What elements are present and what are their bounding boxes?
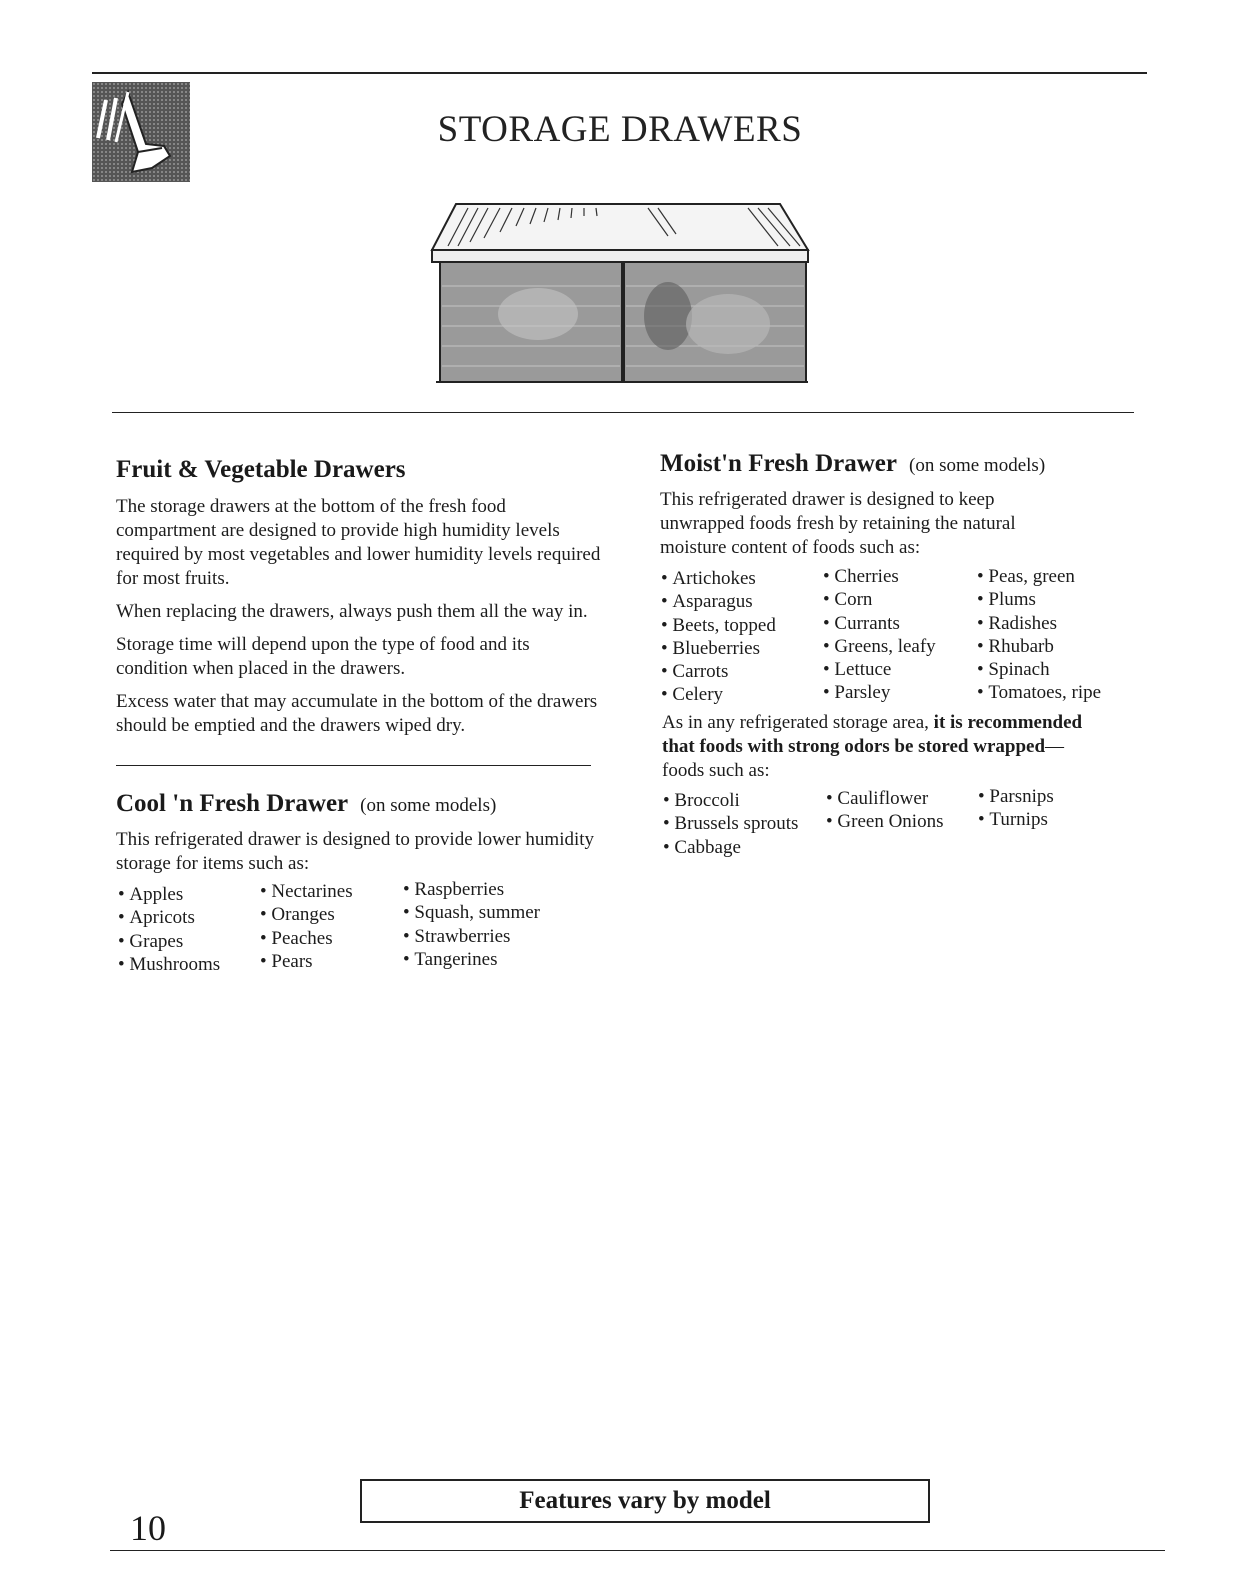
list-item: • Lettuce	[823, 658, 936, 681]
list-item: • Pears	[260, 950, 353, 973]
list-item: • Apples	[118, 883, 220, 906]
features-note-box: Features vary by model	[360, 1479, 930, 1523]
list-item: • Plums	[977, 588, 1101, 611]
page-title: STORAGE DRAWERS	[437, 109, 803, 150]
list-item: • Radishes	[977, 612, 1101, 635]
list-item: • Cherries	[823, 565, 936, 588]
odor-list-3	[978, 785, 1054, 832]
list-item: • Greens, leafy	[823, 635, 936, 658]
odor-list-1	[663, 789, 798, 859]
list-item: • Parsnips	[978, 785, 1054, 808]
list-item: • Peaches	[260, 927, 353, 950]
paragraph: The storage drawers at the bottom of the fresh food compartment are designed to provide high humidity levels required by most vegetables and lower humidity levels required for most fruits.	[116, 496, 601, 589]
top-rule	[92, 72, 1147, 74]
cool-fresh-list-2	[260, 880, 353, 973]
moist-fresh-list-2	[823, 565, 936, 705]
list-item: • Mushrooms	[118, 953, 220, 976]
list-item: • Strawberries	[403, 925, 540, 948]
list-item: • Blueberries	[661, 637, 776, 660]
list-item: • Raspberries	[403, 878, 540, 901]
list-item: • Brussels sprouts	[663, 812, 798, 835]
list-item: • Grapes	[118, 930, 220, 953]
paragraph: Excess water that may accumulate in the bottom of the drawers should be emptied and the drawers wiped dry.	[116, 691, 598, 736]
list-item: • Oranges	[260, 903, 353, 926]
storage-drawers-illustration	[428, 196, 812, 397]
column-divider	[116, 765, 591, 766]
moist-fresh-list-1	[661, 567, 776, 707]
list-item: • Broccoli	[663, 789, 798, 812]
list-item: • Peas, green	[977, 565, 1101, 588]
paragraph: When replacing the drawers, always push them all the way in.	[116, 601, 588, 622]
list-item: • Squash, summer	[403, 901, 540, 924]
list-item: • Asparagus	[661, 590, 776, 613]
fruit-vegetable-heading	[116, 456, 406, 484]
list-item: • Currants	[823, 612, 936, 635]
list-item: • Artichokes	[661, 567, 776, 590]
list-item: • Carrots	[661, 660, 776, 683]
cool-fresh-list-1	[118, 883, 220, 976]
cool-fresh-note: (on some models)	[360, 795, 497, 816]
odor-warning-emphasis: it is recommended that foods with strong odors be stored wrapped	[662, 712, 1083, 757]
list-item: • Celery	[661, 683, 776, 706]
list-item: • Tomatoes, ripe	[977, 681, 1101, 704]
list-item: • Beets, topped	[661, 614, 776, 637]
cool-fresh-title: Cool 'n Fresh Drawer	[116, 790, 349, 817]
list-item: • Tangerines	[403, 948, 540, 971]
moist-fresh-title: Moist'n Fresh Drawer	[660, 450, 897, 477]
hand-pulling-drawer-icon	[92, 82, 190, 182]
odor-warning	[662, 711, 1102, 783]
list-item: • Parsley	[823, 681, 936, 704]
list-item: • Rhubarb	[977, 635, 1101, 658]
list-item: • Corn	[823, 588, 936, 611]
moist-fresh-note: (on some models)	[909, 455, 1046, 476]
fruit-vegetable-body	[116, 495, 601, 747]
list-item: • Nectarines	[260, 880, 353, 903]
moist-fresh-list-3	[977, 565, 1101, 705]
list-item: • Turnips	[978, 808, 1054, 831]
list-item: • Green Onions	[826, 810, 943, 833]
cool-fresh-list-3	[403, 878, 540, 971]
odor-warning-end: —foods such as:	[662, 736, 1065, 781]
section-divider	[112, 412, 1134, 413]
cool-fresh-intro: This refrigerated drawer is designed to provide lower humidity storage for items such as:	[116, 829, 595, 874]
list-item: • Cabbage	[663, 836, 798, 859]
moist-fresh-intro: This refrigerated drawer is designed to keep unwrapped foods fresh by retaining the natural moisture content of foods such as:	[660, 489, 1016, 558]
bottom-rule	[110, 1550, 1165, 1551]
moist-fresh-heading	[660, 450, 1045, 478]
odor-list-2	[826, 787, 943, 834]
list-item: • Apricots	[118, 906, 220, 929]
page-number: 10	[130, 1508, 166, 1548]
cool-fresh-heading	[116, 790, 496, 818]
list-item: • Spinach	[977, 658, 1101, 681]
list-item: • Cauliflower	[826, 787, 943, 810]
paragraph: Storage time will depend upon the type of food and its condition when placed in the drawers.	[116, 634, 530, 679]
fruit-vegetable-title: Fruit & Vegetable Drawers	[116, 456, 406, 483]
odor-warning-text: As in any refrigerated storage area,	[662, 712, 934, 733]
